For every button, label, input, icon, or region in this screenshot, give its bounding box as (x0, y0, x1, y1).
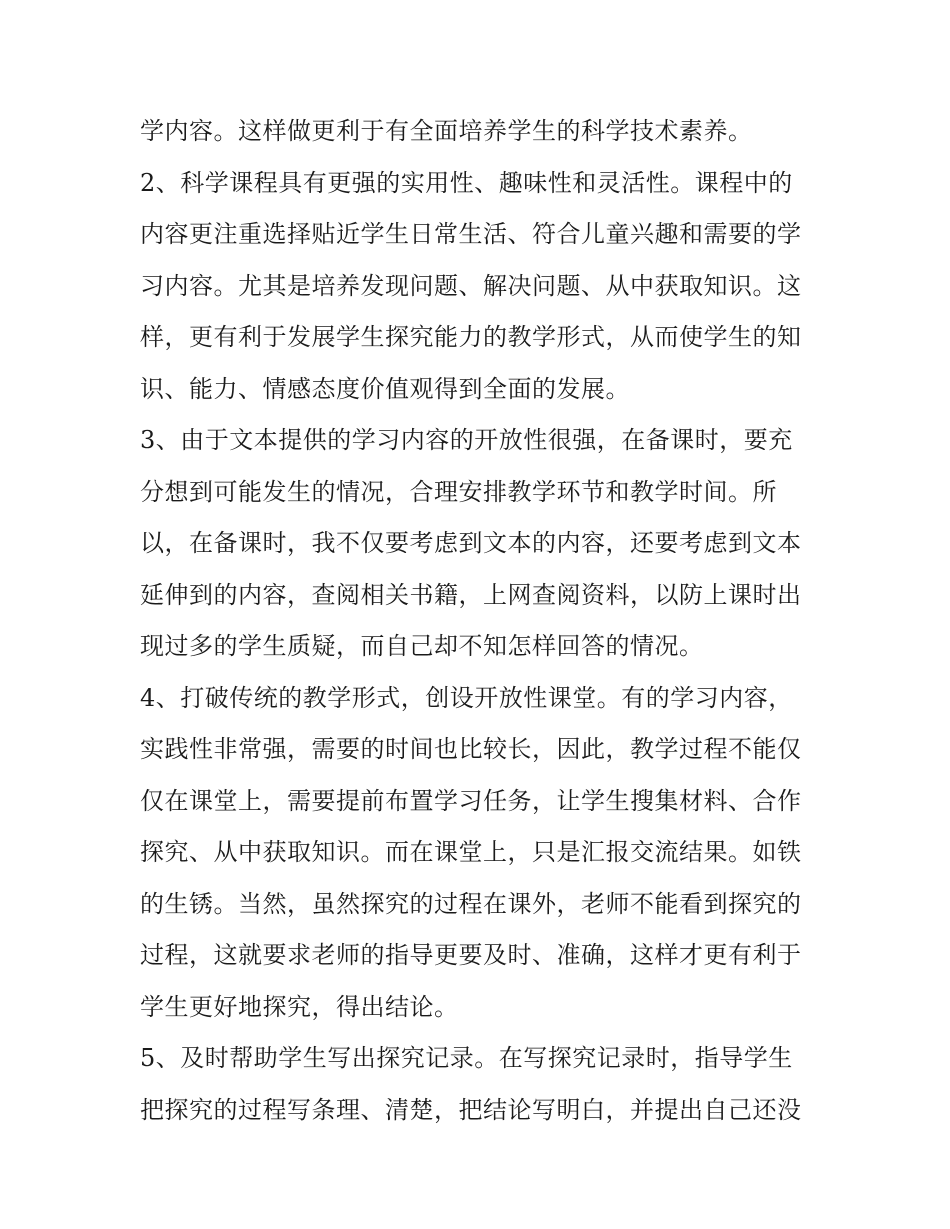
text-line: 3、由于文本提供的学习内容的开放性很强，在备课时，要充 (140, 426, 793, 454)
text-line: 学内容。这样做更利于有全面培养学生的科学技术素养。 (140, 117, 753, 145)
text-line: 4、打破传统的教学形式，创设开放性课堂。有的学习内容， (140, 683, 793, 712)
text-line: 延伸到的内容，查阅相关书籍，上网查阅资料，以防上课时出 (140, 580, 802, 609)
text-line: 习内容。尤其是培养发现问题、解决问题、从中获取知识。这 (140, 271, 802, 300)
text-line: 识、能力、情感态度价值观得到全面的发展。 (140, 374, 630, 403)
text-line: 实践性非常强，需要的时间也比较长，因此，教学过程不能仅 (140, 735, 802, 763)
body-text (140, 106, 820, 1136)
text-line: 仅在课堂上，需要提前布置学习任务，让学生搜集材料、合作 (140, 786, 802, 815)
text-line: 2、科学课程具有更强的实用性、趣味性和灵活性。课程中的 (140, 168, 793, 197)
text-line: 的生锈。当然，虽然探究的过程在课外，老师不能看到探究的 (140, 889, 802, 918)
text-line: 把探究的过程写条理、清楚，把结论写明白，并提出自己还没 (140, 1095, 802, 1124)
text-line: 样，更有利于发展学生探究能力的教学形式，从而使学生的知 (140, 323, 802, 351)
text-line: 现过多的学生质疑，而自己却不知怎样回答的情况。 (140, 632, 704, 660)
text-line: 5、及时帮助学生写出探究记录。在写探究记录时，指导学生 (140, 1044, 793, 1072)
text-line: 以，在备课时，我不仅要考虑到文本的内容，还要考虑到文本 (140, 529, 802, 557)
text-line: 内容更注重选择贴近学生日常生活、符合儿童兴趣和需要的学 (140, 220, 802, 248)
text-line: 学生更好地探究，得出结论。 (140, 992, 459, 1021)
text-line: 分想到可能发生的情况，合理安排教学环节和教学时间。所 (140, 477, 777, 506)
text-line: 探究、从中获取知识。而在课堂上，只是汇报交流结果。如铁 (140, 838, 802, 866)
text-line: 过程，这就要求老师的指导更要及时、准确，这样才更有利于 (140, 941, 802, 969)
